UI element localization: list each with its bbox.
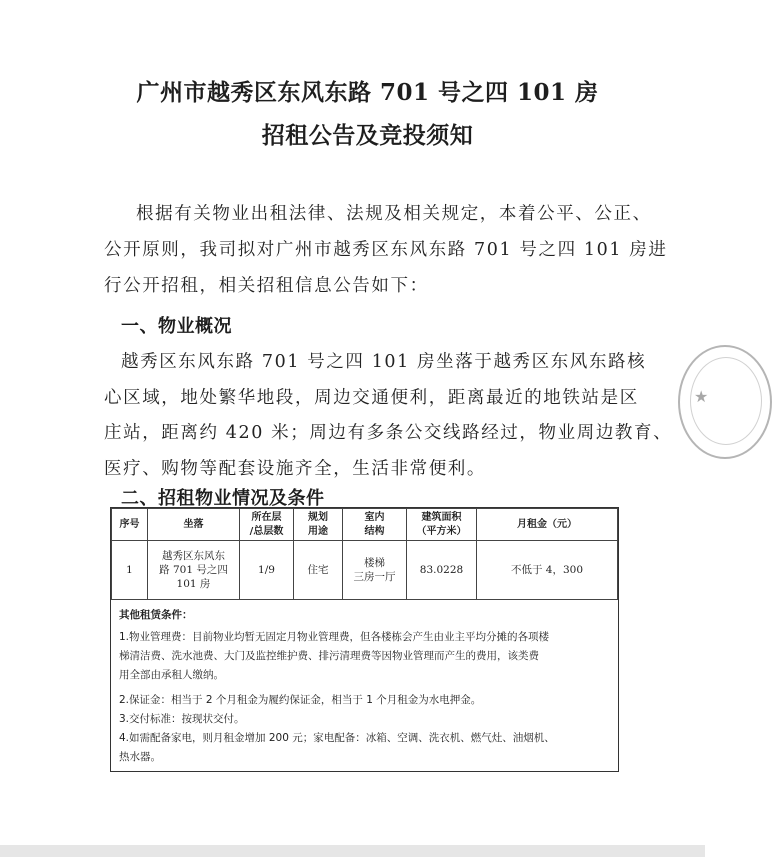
table-header-row [112, 509, 618, 541]
section1-heading: 一、物业概况 [121, 316, 232, 337]
section1-line-3: 庄站，距离约 420 米；周边有多条公交线路经过，物业周边教育、 [104, 423, 673, 443]
table-row [112, 541, 618, 600]
cell-location: 越秀区东风东 路 701 号之四 101 房 [148, 541, 240, 600]
cell-usage: 住宅 [294, 541, 343, 600]
other-conditions [119, 606, 613, 767]
header-area: 建筑面积 （平方米） [407, 509, 477, 541]
cell-area: 83.0228 [407, 541, 477, 600]
document-title-line2: 招租公告及竞投须知 [261, 122, 474, 149]
rental-table-box [110, 507, 619, 772]
seal-mark-icon: ★ [694, 387, 709, 406]
condition-line: 梯清洁费、洗水池费、大门及监控维护费、排污清理费等因物业管理而产生的费用，该类费 [119, 650, 539, 662]
rental-table [111, 508, 618, 600]
header-seq: 序号 [112, 509, 148, 541]
official-seal-icon [678, 345, 772, 459]
page-bottom-edge [0, 845, 705, 857]
condition-line: 3.交付标准：按现状交付。 [119, 713, 245, 725]
condition-line: 4.如需配备家电，则月租金增加 200 元；家电配备：冰箱、空调、洗衣机、燃气灶、油烟机、 [119, 732, 555, 744]
intro-line-3: 行公开招租，相关招租信息公告如下： [104, 276, 429, 296]
header-floor: 所在层 /总层数 [240, 509, 294, 541]
cell-seq: 1 [112, 541, 148, 600]
condition-line: 2.保证金：相当于 2 个月租金为履约保证金，相当于 1 个月租金为水电押金。 [119, 694, 482, 706]
intro-line-1: 根据有关物业出租法律、法规及相关规定，本着公平、公正、 [136, 204, 652, 224]
intro-line-2: 公开原则，我司拟对广州市越秀区东风东路 701 号之四 101 房进 [104, 240, 668, 260]
condition-line: 用全部由承租人缴纳。 [119, 669, 224, 681]
header-structure: 室内 结构 [343, 509, 407, 541]
condition-line: 热水器。 [119, 751, 161, 763]
condition-line: 1.物业管理费：目前物业均暂无固定月物业管理费，但各楼栋会产生由业主平均分摊的各项楼 [119, 631, 550, 643]
header-usage: 规划 用途 [294, 509, 343, 541]
header-rent: 月租金（元） [477, 509, 618, 541]
cell-rent: 不低于 4，300 [477, 541, 618, 600]
section1-line-4: 医疗、购物等配套设施齐全，生活非常便利。 [104, 459, 486, 479]
header-location: 坐落 [148, 509, 240, 541]
cell-floor: 1/9 [240, 541, 294, 600]
section1-line-1: 越秀区东风东路 701 号之四 101 房坐落于越秀区东风东路核 [121, 352, 647, 372]
section2-heading: 二、招租物业情况及条件 [121, 488, 325, 509]
cell-structure: 楼梯 三房一厅 [343, 541, 407, 600]
document-title-line1: 广州市越秀区东风东路 701 号之四 101 房 [136, 79, 599, 106]
conditions-title: 其他租赁条件： [119, 609, 193, 621]
section1-line-2: 心区域，地处繁华地段，周边交通便利，距离最近的地铁站是区 [104, 388, 639, 408]
